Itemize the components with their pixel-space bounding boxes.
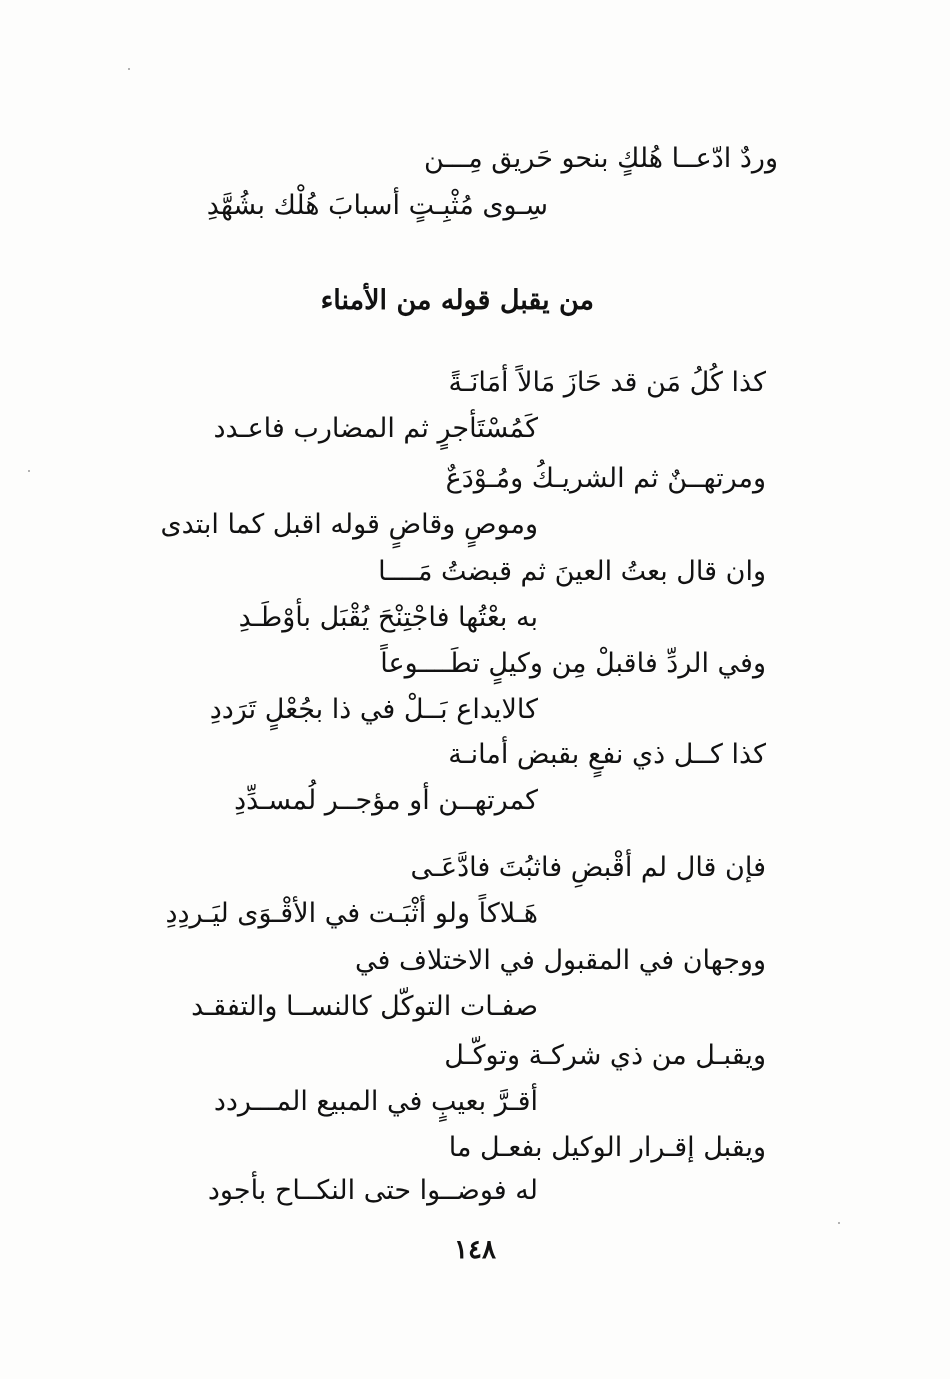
verse-line-10: كمرتهــن أو مؤجــر لُمسـدِّدِ	[234, 785, 538, 816]
verse-line-17: ويقبل إقـرار الوكيل بفعـل ما	[448, 1132, 766, 1163]
verse-line-18: له فوضــوا حتى النكــاح بأجود	[207, 1175, 538, 1206]
scan-speck	[28, 470, 30, 472]
verse-line-8: كالايداع بَــلْ في ذا بجُعْلٍ تَرَددِ	[209, 694, 538, 725]
verse-line-7: وفي الردِّ فاقبلْ مِن وكيلٍ تطَــــوعاً	[380, 648, 766, 679]
verse-line-5: وان قال بعتُ العينَ ثم قبضتُ مَــــا	[378, 556, 766, 587]
verse-line-2: كَمُسْتَأجرٍ ثم المضارب فاعـدد	[213, 413, 538, 444]
section-title: من يقبل قوله من الأمناء	[320, 285, 594, 316]
verse-line-16: أقـرَّ بعيبٍ في المبيع المـــردد	[213, 1086, 538, 1117]
page-number: ١٤٨	[454, 1235, 496, 1265]
verse-line-6: به بعْتُها فاجْتِنْحَ يُقْبَل بأوْطَـدِ	[238, 602, 538, 633]
verse-line-1: كذا كُلُ مَن قد حَازَ مَالاً أمَانَـةً	[448, 367, 766, 398]
scan-speck	[128, 68, 130, 70]
verse-line-9: كذا كــل ذي نفعٍ بقبض أمانـة	[448, 739, 766, 770]
verse-line-3: ومرتهــنٌ ثم الشريـكُ ومُـوْدَعٌ	[445, 463, 766, 494]
verse-line-15: ويقبـل من ذي شركـة وتوكّـل	[444, 1040, 766, 1071]
verse-line-11: فإن قال لم أقْبضِ فاثبُتَ فادَّعَـى	[410, 852, 766, 883]
verse-line-4: وموصٍ وقاضٍ قوله اقبل كما ابتدى	[160, 509, 538, 540]
verse-line-12: هَـلاكاً ولو أثْبَـت في الأقْـوَى ليَـردِدِ	[165, 898, 538, 929]
top-verse-line-1: وردٌ ادّعــا هُلكٍ بنحو حَريق مِـــن	[423, 143, 778, 174]
scan-speck	[838, 1222, 840, 1224]
top-verse-line-2: سِـوى مُثْبِـتٍ أسبابَ هُلْك بشُهَّدِ	[206, 190, 548, 221]
verse-line-13: ووجهان في المقبول في الاختلاف في	[355, 945, 766, 976]
verse-line-14: صفـات التوكّل كالنســا والتفقـد	[191, 991, 538, 1022]
